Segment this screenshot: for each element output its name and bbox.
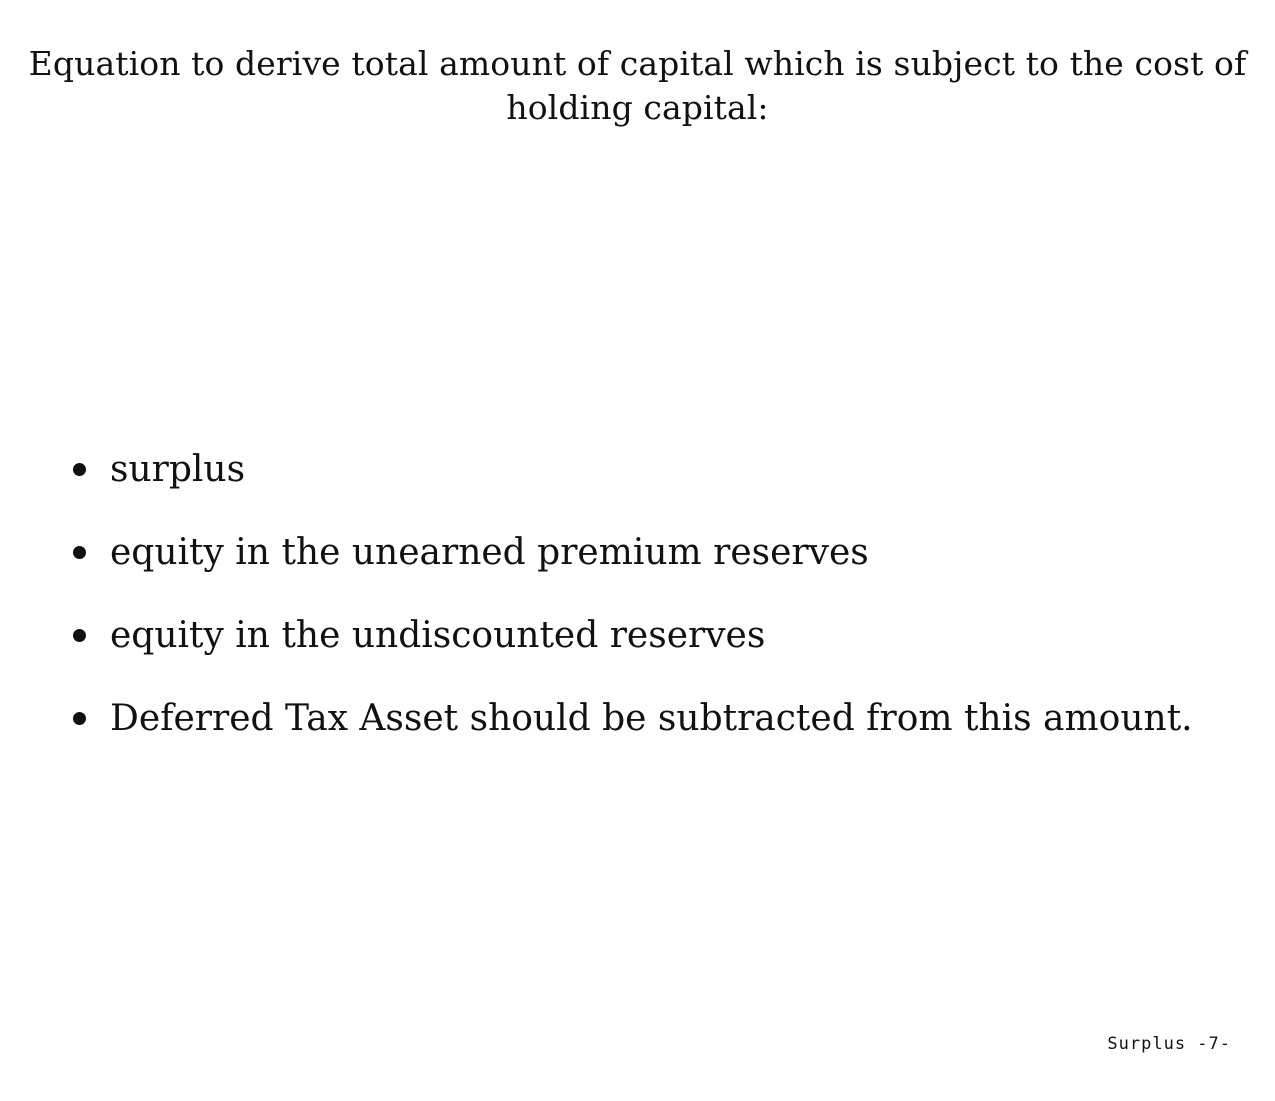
list-item <box>68 695 1193 741</box>
bullet-icon <box>73 463 86 476</box>
bullet-text: surplus <box>110 448 246 490</box>
bullet-icon <box>73 629 86 642</box>
bullet-list <box>68 446 1193 778</box>
bullet-text: equity in the unearned premium reserves <box>110 531 869 573</box>
list-item <box>68 529 1193 575</box>
bullet-icon <box>73 546 86 559</box>
slide-title: Equation to derive total amount of capital which is subject to the cost of holding capital: <box>28 44 1247 127</box>
bullet-text: Deferred Tax Asset should be subtracted from this amount. <box>110 697 1193 739</box>
page-footer: Surplus -7- <box>1107 1034 1231 1054</box>
bullet-text: equity in the undiscounted reserves <box>110 614 766 656</box>
list-item <box>68 612 1193 658</box>
bullet-icon <box>73 712 86 725</box>
list-item <box>68 446 1193 492</box>
